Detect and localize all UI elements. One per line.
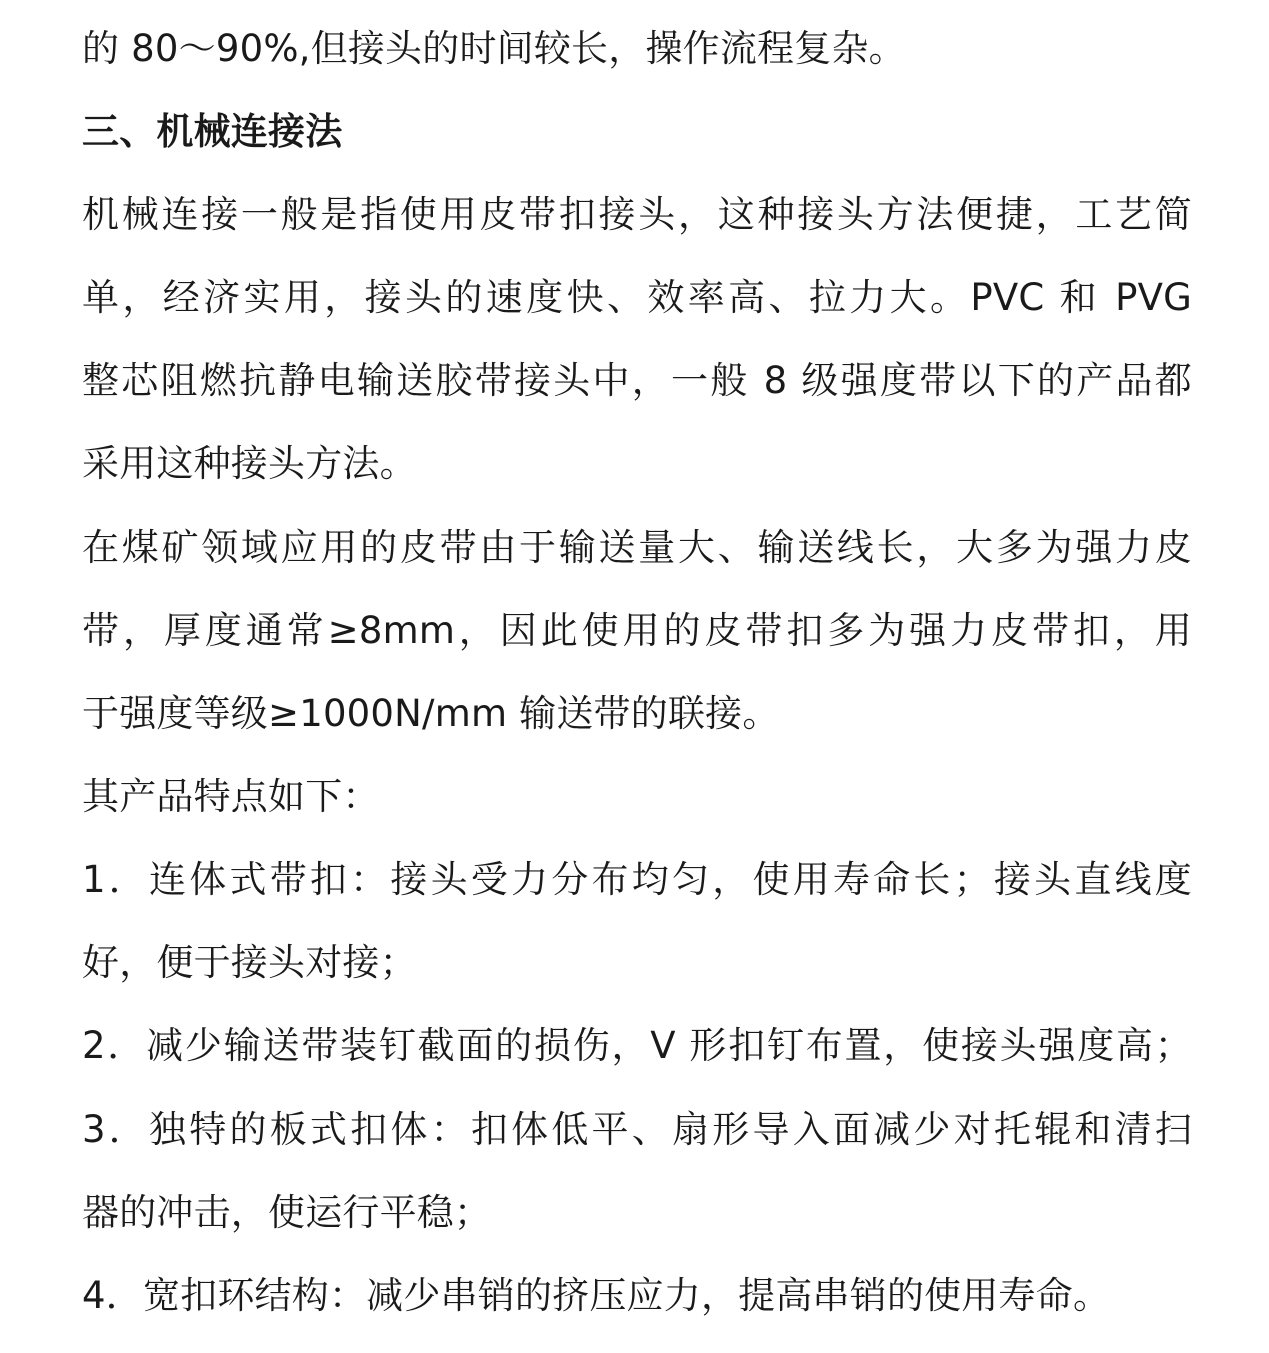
paragraph-line: 整芯阻燃抗静电输送胶带接头中，一般 8 级强度带以下的产品都	[82, 359, 1192, 402]
list-item-line: 2．减少输送带装钉截面的损伤，V 形扣钉布置，使接头强度高；	[82, 1024, 1192, 1067]
paragraph-line: 带，厚度通常≥8mm，因此使用的皮带扣多为强力皮带扣，用	[82, 609, 1192, 652]
paragraph-line: 机械连接一般是指使用皮带扣接头，这种接头方法便捷，工艺简	[82, 193, 1192, 236]
list-item-line: 4．宽扣环结构：减少串销的挤压应力，提高串销的使用寿命。	[82, 1274, 1111, 1317]
paragraph-line: 于强度等级≥1000N/mm 输送带的联接。	[82, 692, 780, 735]
section-heading: 三、机械连接法	[82, 110, 343, 153]
paragraph-line: 在煤矿领域应用的皮带由于输送量大、输送线长，大多为强力皮	[82, 526, 1192, 569]
list-item-line: 1．连体式带扣：接头受力分布均匀，使用寿命长；接头直线度	[82, 858, 1192, 901]
paragraph-line: 其产品特点如下：	[82, 775, 380, 818]
paragraph-line: 单，经济实用，接头的速度快、效率高、拉力大。PVC 和 PVG	[82, 276, 1192, 319]
paragraph-line-cont: 的 80～90%,但接头的时间较长，操作流程复杂。	[82, 27, 906, 70]
paragraph-line: 采用这种接头方法。	[82, 442, 417, 485]
list-item-line: 好，便于接头对接；	[82, 941, 417, 984]
list-item-line: 3．独特的板式扣体：扣体低平、扇形导入面减少对托辊和清扫	[82, 1108, 1192, 1151]
list-item-line: 器的冲击，使运行平稳；	[82, 1191, 492, 1234]
